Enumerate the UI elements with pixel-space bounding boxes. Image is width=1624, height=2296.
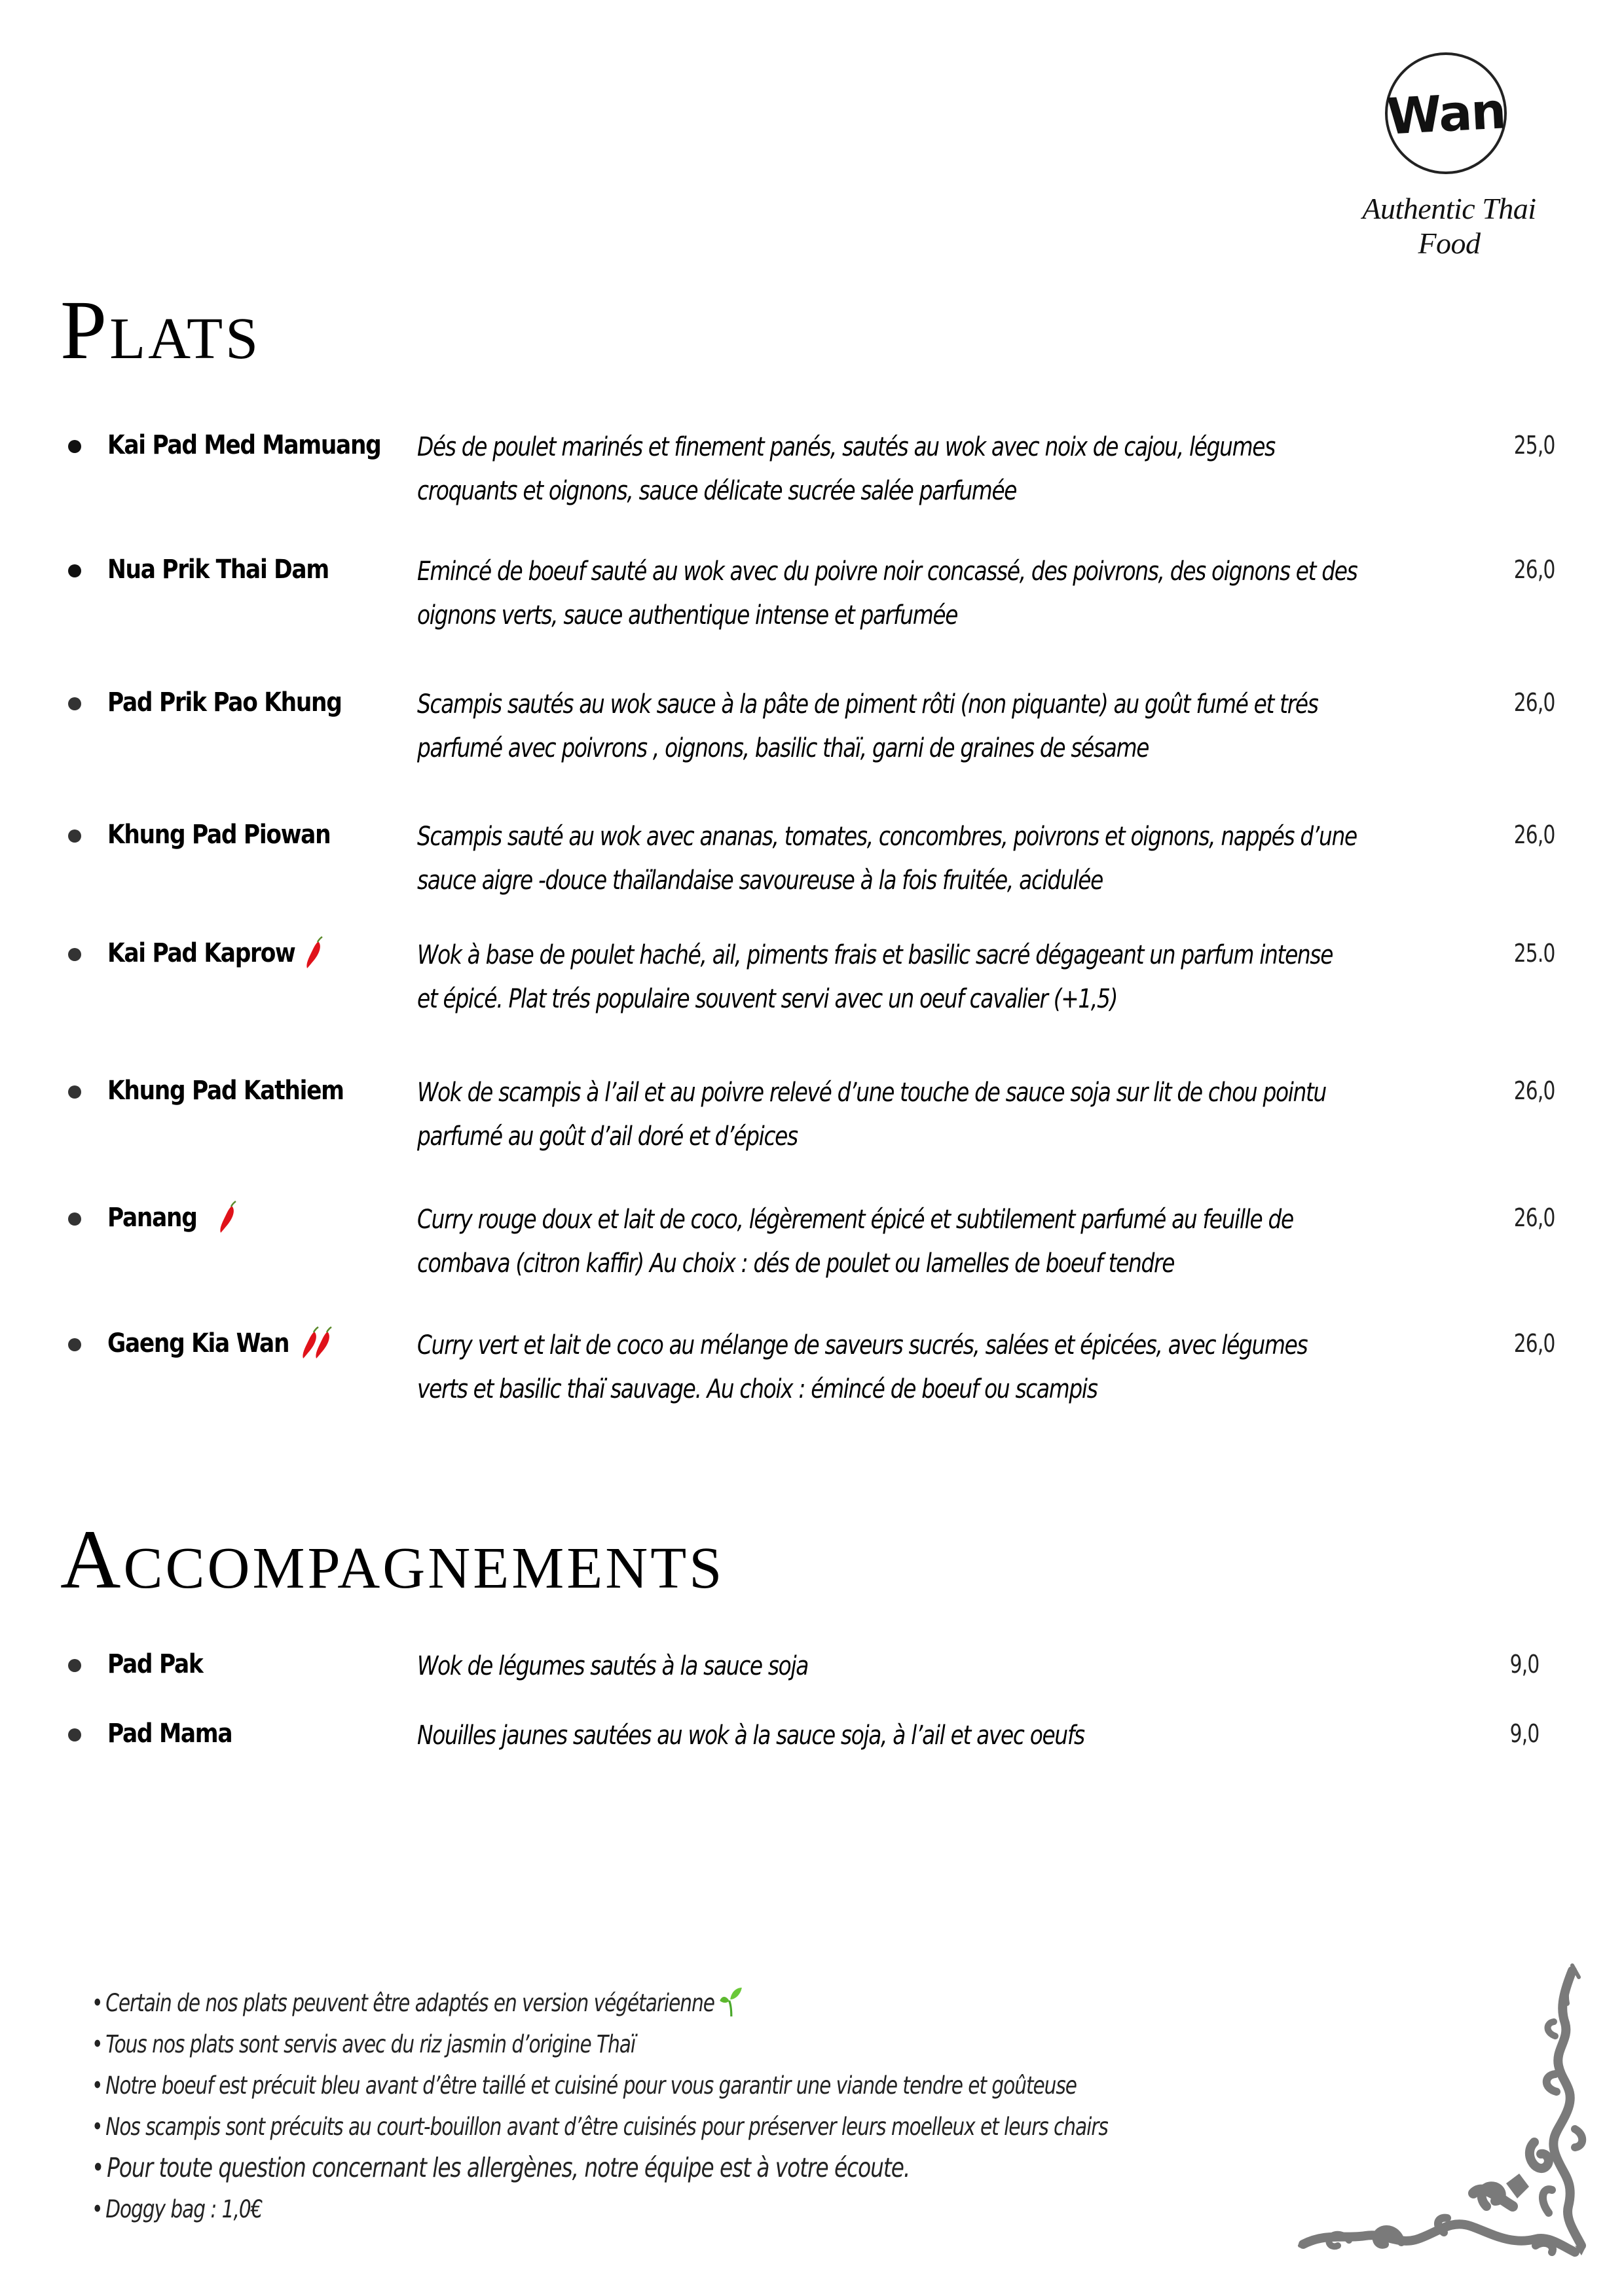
dish-description-line: Wok de légumes sautés à la sauce soja: [417, 1651, 809, 1681]
bullet-icon: [68, 1659, 81, 1672]
dish-name: Khung Pad Piowan: [107, 820, 331, 850]
dish-name: Khung Pad Kathiem: [107, 1076, 344, 1106]
dish-name: Kai Pad Med Mamuang: [107, 430, 381, 460]
note-item: [92, 2106, 1108, 2147]
dish-description-line: et épicé. Plat trés populaire souvent servi avec un oeuf cavalier (+1,5): [417, 984, 1118, 1014]
dish-description-line: croquants et oignons, sauce délicate sucrée salée parfumée: [417, 476, 1017, 506]
dish-price: 26,0: [1514, 1076, 1555, 1105]
dish-description-line: Scampis sautés au wok sauce à la pâte de piment rôti (non piquante) au goût fumé et trés: [417, 689, 1318, 720]
dish-name: Panang: [107, 1203, 197, 1233]
note-item: [92, 1982, 1108, 2024]
dish-price: 26,0: [1514, 1203, 1555, 1232]
dish-description-line: Wok à base de poulet haché, ail, piments frais et basilic sacré dégageant un parfum intense: [417, 940, 1333, 970]
dish-description-line: Scampis sauté au wok avec ananas, tomates, concombres, poivrons et oignons, nappés d’une: [417, 822, 1357, 852]
dish-description: [417, 1198, 1384, 1286]
dish-name: Pad Mama: [107, 1719, 232, 1749]
bullet-icon: [68, 1338, 81, 1351]
dish-price: 9,0: [1509, 1719, 1539, 1748]
dish-description: [417, 1324, 1384, 1412]
dish-price: 9,0: [1509, 1650, 1539, 1679]
dish-description: [417, 683, 1384, 771]
bullet-icon: •: [92, 2071, 103, 2100]
logo-wordmark: Wan: [1385, 81, 1507, 146]
section-title-plats: Plats: [60, 283, 261, 376]
bullet-icon: [68, 948, 81, 961]
dish-description-line: Curry vert et lait de coco au mélange de saveurs sucrés, salées et épicées, avec légumes: [417, 1330, 1308, 1360]
dish-description-line: Wok de scampis à l’ail et au poivre relevé d’une touche de sauce soja sur lit de chou pointu: [417, 1078, 1327, 1108]
note-item: [92, 2147, 1108, 2189]
dish-description: [417, 1071, 1384, 1159]
dish-description: [417, 1645, 1384, 1688]
note-text: Tous nos plats sont servis avec du riz jasmin d’origine Thaï: [105, 2030, 636, 2058]
chili-pepper-icon: [299, 1326, 335, 1360]
note-item: [92, 2024, 1108, 2065]
note-text: Nos scampis sont précuits au court-bouillon avant d’être cuisinés pour préserver leurs moelleux et leurs chairs: [105, 2113, 1108, 2141]
bullet-icon: •: [92, 2152, 104, 2183]
dish-price: 26,0: [1514, 688, 1555, 717]
bullet-icon: [68, 829, 81, 843]
dish-description-line: Dés de poulet marinés et finement panés, sautés au wok avec noix de cajou, légumes: [417, 432, 1275, 462]
bullet-icon: [68, 1728, 81, 1741]
dish-price: 25,0: [1514, 431, 1555, 460]
dish-description-line: Emincé de boeuf sauté au wok avec du poivre noir concassé, des poivrons, des oignons et des: [417, 556, 1357, 587]
dish-description: [417, 550, 1384, 638]
notes-list: [92, 1982, 1362, 2230]
note-text: Notre boeuf est précuit bleu avant d’être taillé et cuisiné pour vous garantir une viande tendre et goûteuse: [105, 2071, 1077, 2100]
dish-name: Pad Pak: [107, 1649, 203, 1679]
dish-price: 25.0: [1514, 939, 1555, 968]
dish-description-line: parfumé au goût d’ail doré et d’épices: [417, 1121, 798, 1152]
dish-description-line: sauce aigre -douce thaïlandaise savoureuse à la fois fruitée, acidulée: [417, 866, 1103, 896]
dish-name: Gaeng Kia Wan: [107, 1328, 289, 1358]
dish-name: Kai Pad Kaprow: [107, 938, 295, 968]
chili-pepper-icon: [303, 936, 325, 970]
bullet-icon: [68, 1085, 81, 1099]
dish-description-line: parfumé avec poivrons , oignons, basilic thaï, garni de graines de sésame: [417, 733, 1149, 763]
corner-ornament-icon: [1287, 1958, 1595, 2265]
bullet-icon: [68, 564, 81, 577]
bullet-icon: [68, 697, 81, 710]
dish-description-line: combava (citron kaffir) Au choix : dés de poulet ou lamelles de boeuf tendre: [417, 1248, 1175, 1279]
dish-description-line: Nouilles jaunes sautées au wok à la sauce soja, à l’ail et avec oeufs: [417, 1721, 1084, 1751]
dish-price: 26,0: [1514, 555, 1555, 584]
note-item: [92, 2189, 1108, 2230]
bullet-icon: •: [92, 2195, 103, 2223]
dish-description: [417, 934, 1384, 1021]
dish-name: Nua Prik Thai Dam: [107, 555, 329, 585]
dish-price: 26,0: [1514, 1329, 1555, 1358]
dish-description: [417, 426, 1384, 513]
bullet-icon: •: [92, 2113, 103, 2141]
bullet-icon: [68, 1212, 81, 1226]
dish-name: Pad Prik Pao Khung: [107, 687, 342, 718]
chili-pepper-icon: [216, 1201, 238, 1235]
note-text: Certain de nos plats peuvent être adaptés en version végétarienne: [105, 1989, 714, 2017]
sprout-icon: [718, 1985, 743, 2018]
section-title-accompagnements: Accompagnements: [60, 1513, 725, 1606]
dish-description-line: verts et basilic thaï sauvage. Au choix : émincé de boeuf ou scampis: [417, 1374, 1098, 1404]
dish-description-line: oignons verts, sauce authentique intense et parfumée: [417, 600, 958, 630]
note-text: Pour toute question concernant les allergènes, notre équipe est à votre écoute.: [107, 2152, 910, 2183]
dish-price: 26,0: [1514, 820, 1555, 849]
bullet-icon: •: [92, 2030, 103, 2058]
logo-tagline: Authentic Thai Food: [1362, 192, 1536, 260]
dish-description: [417, 815, 1384, 903]
bullet-icon: •: [92, 1989, 103, 2017]
dish-description: [417, 1714, 1384, 1758]
bullet-icon: [68, 440, 81, 453]
note-text: Doggy bag : 1,0€: [105, 2195, 263, 2223]
note-item: [92, 2065, 1108, 2106]
dish-description-line: Curry rouge doux et lait de coco, légèrement épicé et subtilement parfumé au feuille de: [417, 1205, 1293, 1235]
